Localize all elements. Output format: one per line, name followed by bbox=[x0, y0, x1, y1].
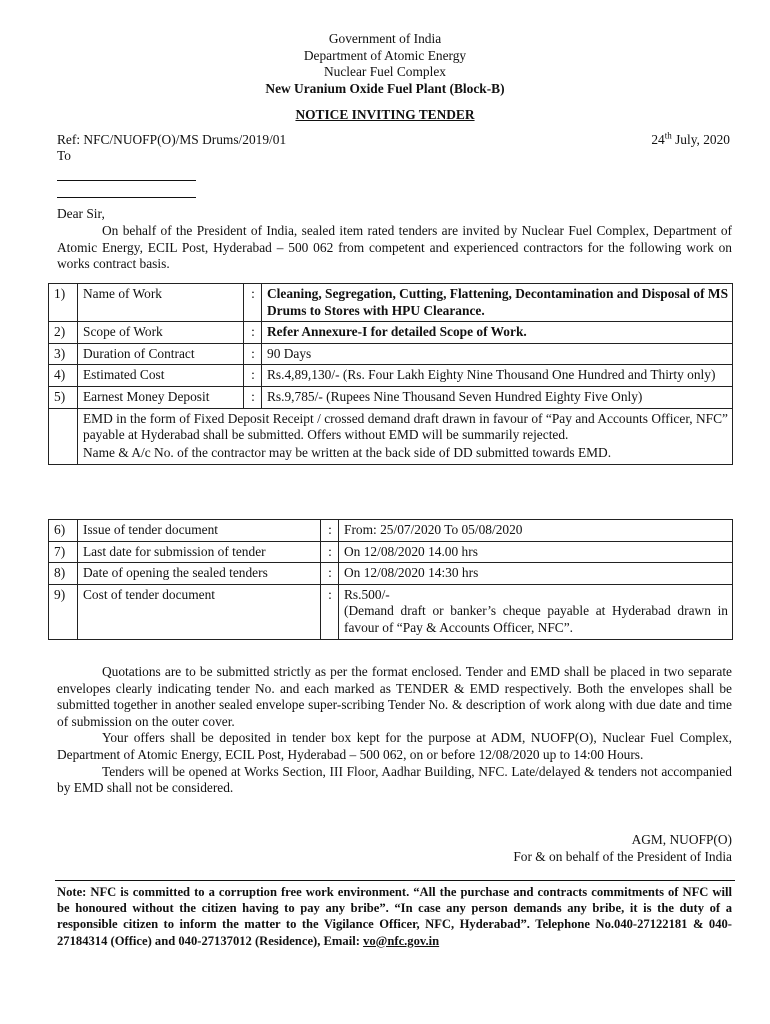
table-row bbox=[49, 520, 733, 542]
row-colon: : bbox=[321, 541, 339, 563]
row-colon: : bbox=[321, 563, 339, 585]
row-label: Cost of tender document bbox=[78, 584, 321, 639]
note-divider bbox=[55, 880, 735, 881]
instructions-section bbox=[57, 664, 732, 797]
table-row bbox=[49, 322, 733, 344]
header-government: Government of India bbox=[328, 31, 442, 46]
emd-note-text: Name & A/c No. of the contractor may be written at the back side of DD submitted towards EMD. bbox=[83, 444, 612, 460]
table-row bbox=[49, 386, 733, 408]
signature-block bbox=[513, 832, 732, 865]
opening-date-value: On 12/08/2020 14:30 hrs bbox=[339, 563, 733, 585]
tender-details-table bbox=[48, 283, 733, 465]
row-colon: : bbox=[321, 584, 339, 639]
signatory-authority: For & on behalf of the President of India bbox=[513, 848, 732, 864]
row-colon: : bbox=[244, 386, 262, 408]
emd-note-text: EMD in the form of Fixed Deposit Receipt / crossed demand draft drawn in favour of “Pay and Accounts Officer, NFC” payable at Hyderabad shall be submitted. Offers without EMD will be summarily rejected. bbox=[83, 410, 728, 443]
name-of-work-value: Cleaning, Segregation, Cutting, Flattening, Decontamination and Disposal of MS Drums to Stores with HPU Clearance. bbox=[262, 284, 733, 322]
header-complex: Nuclear Fuel Complex bbox=[324, 64, 446, 79]
salutation: Dear Sir, bbox=[57, 206, 105, 221]
row-colon: : bbox=[244, 365, 262, 387]
date-rest: July, 2020 bbox=[671, 132, 730, 147]
vigilance-email-link[interactable]: vo@nfc.gov.in bbox=[363, 933, 440, 948]
table-row bbox=[49, 541, 733, 563]
row-number: 7) bbox=[49, 541, 78, 563]
duration-value: 90 Days bbox=[262, 343, 733, 365]
table-row bbox=[49, 365, 733, 387]
row-number: 9) bbox=[49, 584, 78, 639]
emd-value: Rs.9,785/- (Rupees Nine Thousand Seven Hundred Eighty Five Only) bbox=[262, 386, 733, 408]
tender-cost-value bbox=[339, 584, 733, 639]
letterhead bbox=[0, 31, 770, 97]
vigilance-note-text: Note: NFC is committed to a corruption free work environment. “All the purchase and contracts commitments of NFC will be honoured without the citizen having to pay any bribe”. “In case any person demands any bribe, it is the duty of a responsible citizen to inform the matter to the Vigilance Officer, NFC, Hyderabad”. Telephone No.040-27122181 & 040-27184314 (Office) and 040-27137012 (Residence), Email: bbox=[57, 885, 732, 948]
addressee-label: To bbox=[57, 148, 71, 163]
reference-number: Ref: NFC/NUOFP(O)/MS Drums/2019/01 bbox=[57, 132, 287, 147]
row-label: Duration of Contract bbox=[78, 343, 244, 365]
scope-of-work-value: Refer Annexure-I for detailed Scope of Work. bbox=[262, 322, 733, 344]
submission-date-value: On 12/08/2020 14.00 hrs bbox=[339, 541, 733, 563]
vigilance-note bbox=[57, 884, 732, 949]
row-number: 2) bbox=[49, 322, 78, 344]
header-plant: New Uranium Oxide Fuel Plant (Block-B) bbox=[265, 80, 505, 96]
table-row bbox=[49, 284, 733, 322]
row-number-empty bbox=[49, 408, 78, 465]
row-label: Last date for submission of tender bbox=[78, 541, 321, 563]
header-department: Department of Atomic Energy bbox=[303, 47, 467, 63]
row-colon: : bbox=[321, 520, 339, 542]
row-label: Issue of tender document bbox=[78, 520, 321, 542]
emd-note-cell bbox=[78, 408, 733, 465]
notice-title: NOTICE INVITING TENDER bbox=[295, 107, 475, 122]
row-number: 4) bbox=[49, 365, 78, 387]
row-colon: : bbox=[244, 343, 262, 365]
row-number: 3) bbox=[49, 343, 78, 365]
notice-date bbox=[651, 132, 730, 149]
address-blank-line bbox=[57, 180, 196, 181]
row-label: Date of opening the sealed tenders bbox=[78, 563, 321, 585]
row-number: 1) bbox=[49, 284, 78, 322]
table-row bbox=[49, 408, 733, 465]
address-blank-line bbox=[57, 197, 196, 198]
date-suffix: th bbox=[664, 130, 672, 141]
tender-schedule-table bbox=[48, 519, 733, 640]
table-row bbox=[49, 343, 733, 365]
intro-paragraph: On behalf of the President of India, sealed item rated tenders are invited by Nuclear Fuel Complex, Department of Atomic Energy, ECIL Post, Hyderabad – 500 062 from competent and experienced contractors for the following work on works contract basis. bbox=[57, 223, 732, 272]
table-row bbox=[49, 563, 733, 585]
table-row bbox=[49, 584, 733, 639]
row-number: 6) bbox=[49, 520, 78, 542]
instruction-paragraph: Tenders will be opened at Works Section, III Floor, Aadhar Building, NFC. Late/delayed & tenders not accompanied by EMD shall not be considered. bbox=[57, 763, 732, 796]
instruction-paragraph: Your offers shall be deposited in tender box kept for the purpose at ADM, NUOFP(O), Nuclear Fuel Complex, Department of Atomic Energy, ECIL Post, Hyderabad – 500 062, on or before 12/08/2020 up to 14:00 Hours. bbox=[57, 730, 732, 762]
estimated-cost-value: Rs.4,89,130/- (Rs. Four Lakh Eighty Nine Thousand One Hundred and Thirty only) bbox=[262, 365, 733, 387]
row-label: Name of Work bbox=[78, 284, 244, 322]
row-label: Estimated Cost bbox=[78, 365, 244, 387]
issue-date-value: From: 25/07/2020 To 05/08/2020 bbox=[339, 520, 733, 542]
row-number: 5) bbox=[49, 386, 78, 408]
tender-cost-amount: Rs.500/- bbox=[344, 586, 390, 602]
tender-cost-payment-note: (Demand draft or banker’s cheque payable at Hyderabad drawn in favour of “Pay & Accounts Officer, NFC”. bbox=[344, 603, 728, 635]
row-label: Earnest Money Deposit bbox=[78, 386, 244, 408]
date-day: 24 bbox=[651, 132, 665, 147]
row-colon: : bbox=[244, 322, 262, 344]
signatory-title: AGM, NUOFP(O) bbox=[631, 832, 732, 847]
row-number: 8) bbox=[49, 563, 78, 585]
row-label: Scope of Work bbox=[78, 322, 244, 344]
instruction-paragraph: Quotations are to be submitted strictly as per the format enclosed. Tender and EMD shall be placed in two separate envelopes clearly indicating tender No. and each marked as TENDER & EMD respectively. Both the envelopes shall be submitted together in another sealed envelope super-scribing Tender No. & description of work along with due date and time of submission on the outer cover. bbox=[57, 664, 732, 729]
row-colon: : bbox=[244, 284, 262, 322]
